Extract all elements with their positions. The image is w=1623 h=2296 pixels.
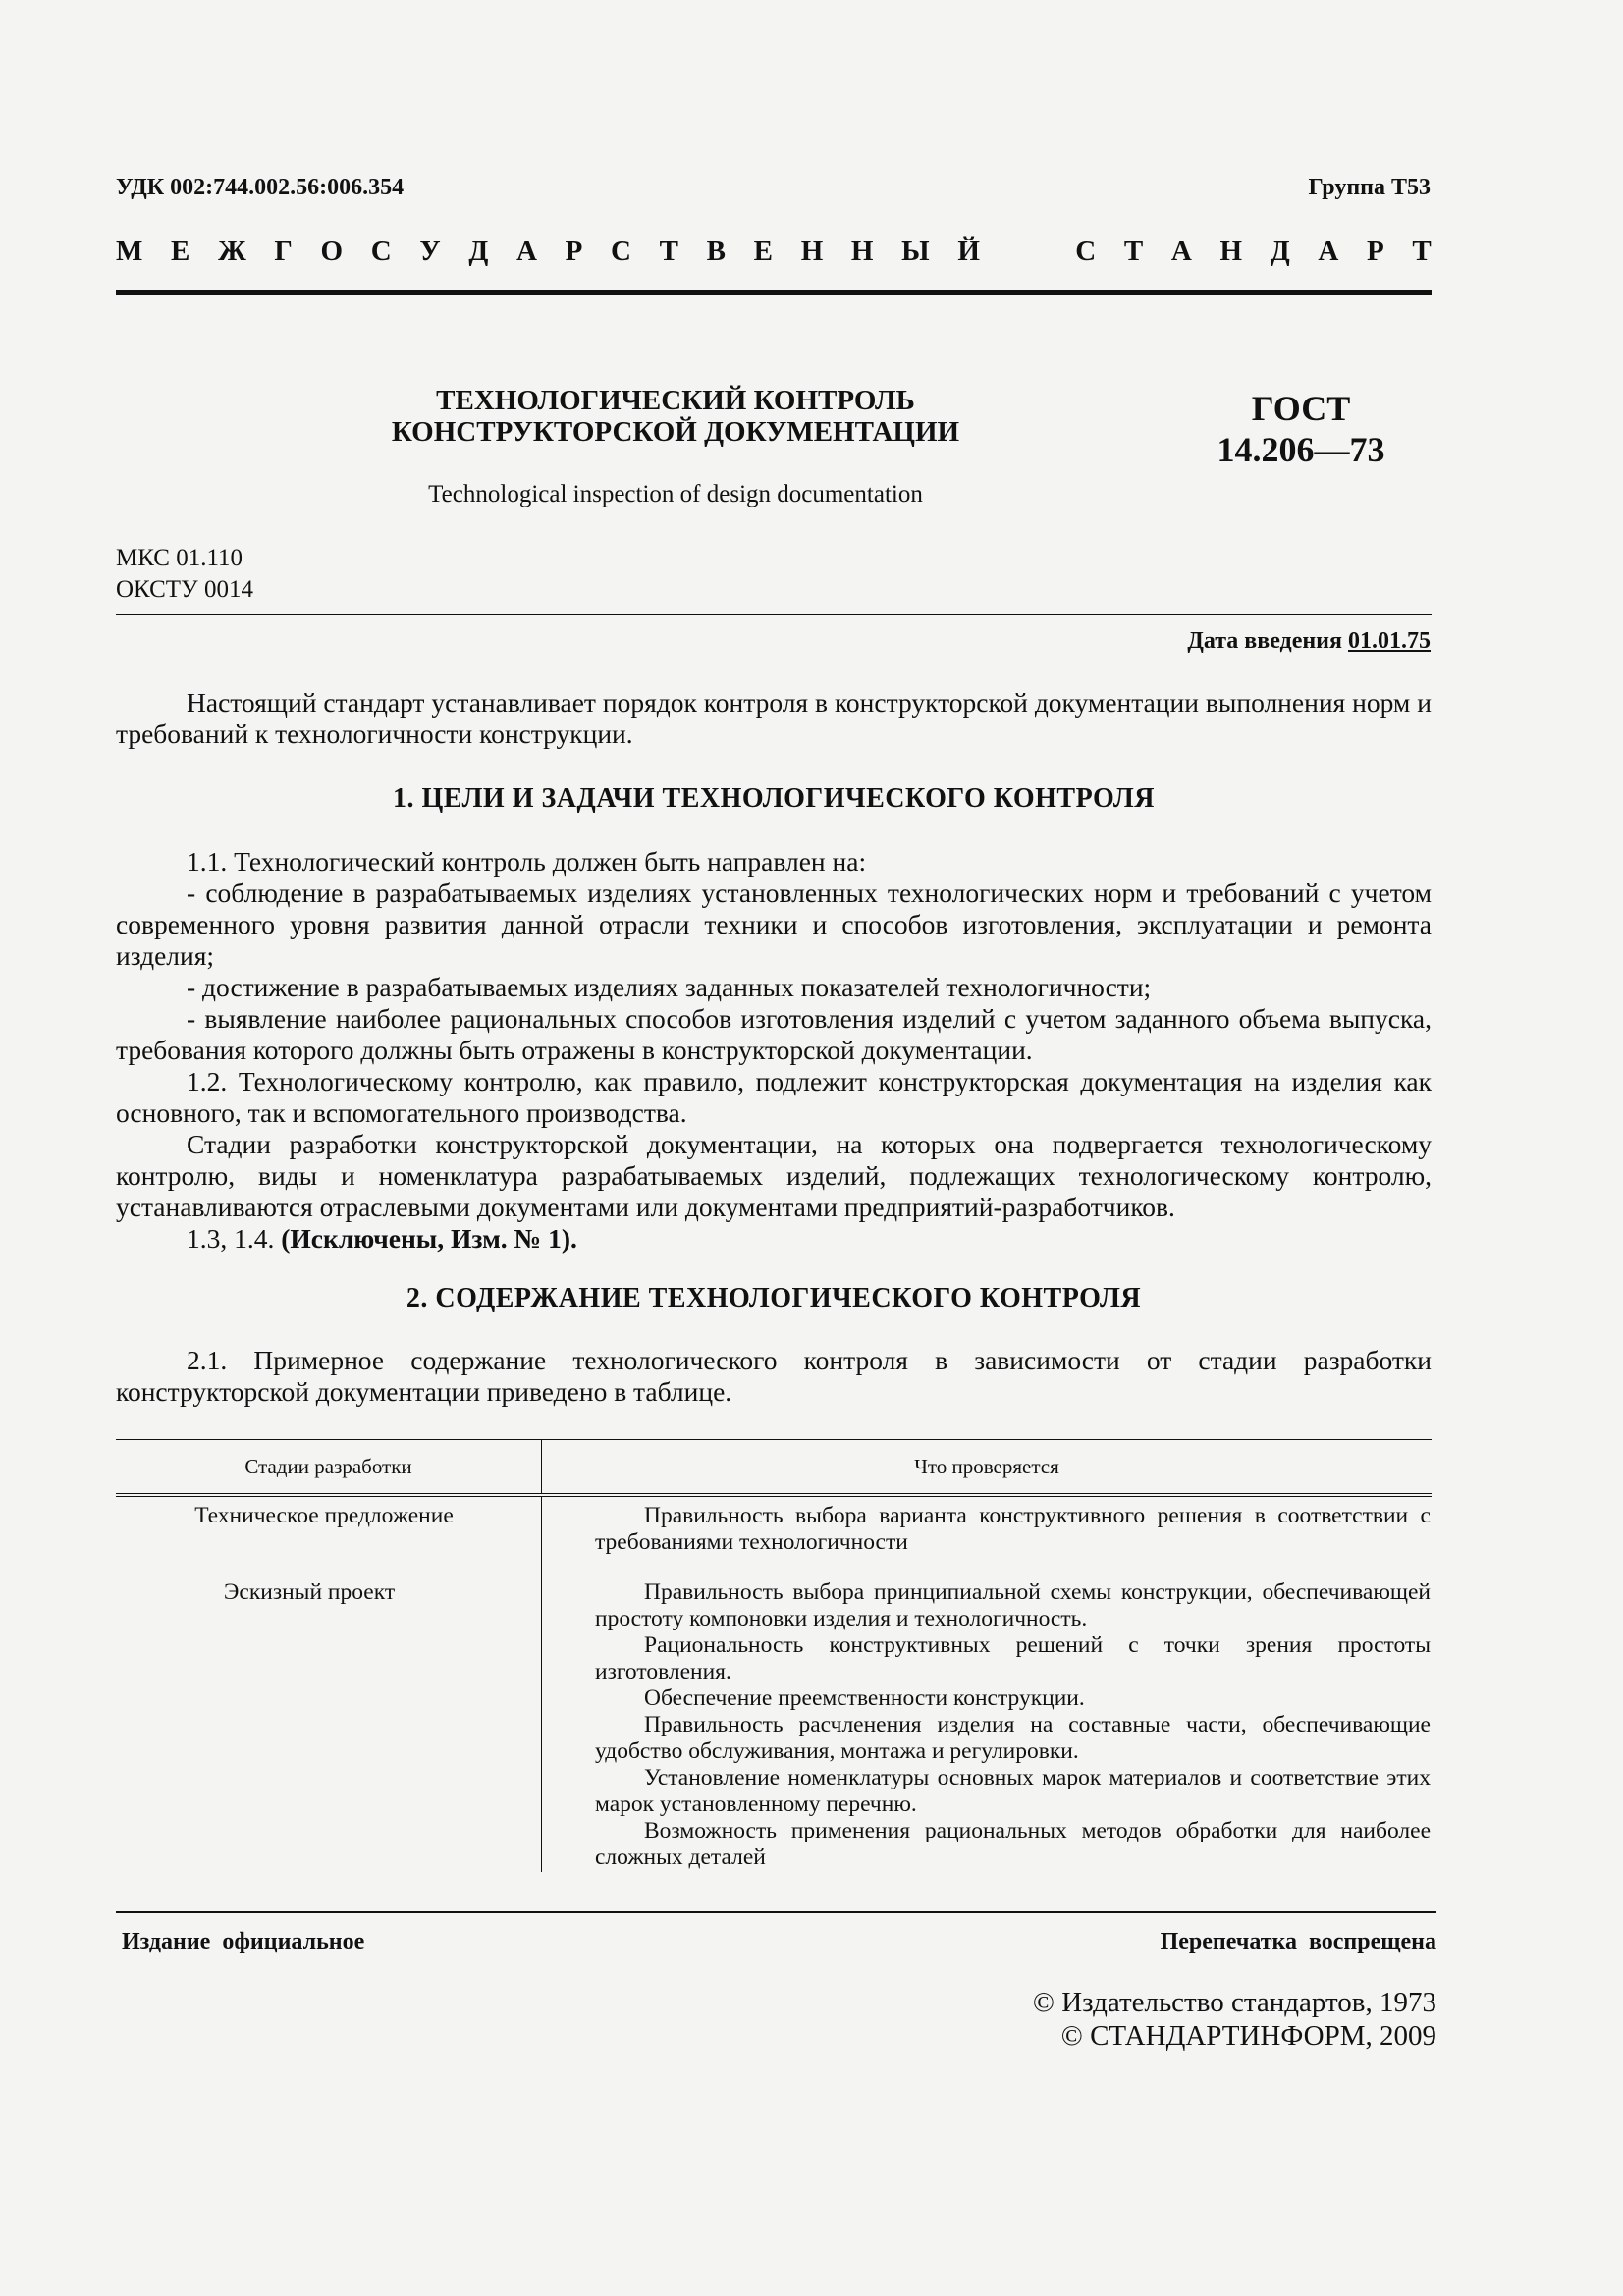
stage-cell: Эскизный проект — [116, 1574, 542, 1872]
banner-letter: Н — [800, 236, 824, 267]
banner-letter: Н — [1219, 236, 1243, 267]
header-thick-rule — [116, 290, 1432, 295]
intro-paragraph — [116, 687, 1432, 750]
section-1-body — [116, 846, 1432, 1255]
banner-letter: Й — [957, 236, 980, 267]
codes-rule — [116, 614, 1432, 615]
banner-letter: А — [516, 236, 537, 267]
standard-banner — [116, 236, 1432, 268]
banner-letter: О — [320, 236, 344, 267]
checked-item: Установление номенклатуры основных марок материалов и соответствие этих марок установленному перечню. — [595, 1765, 1431, 1817]
stage-cell: Техническое предложение — [116, 1495, 542, 1574]
clause-1-2-stages: Стадии разработки конструкторской документации, на которых она подвергается технологическому контролю, виды и номенклатура разрабатываемых изделий, подлежащих технологическому контролю, устанавливаются отраслевыми документами или документами предприятий-разработчиков. — [116, 1129, 1432, 1222]
mks-code: МКС 01.110 — [116, 545, 243, 571]
checked-item: Правильность выбора варианта конструктивного решения в соответствии с требованиями технологичности — [595, 1503, 1431, 1555]
group-code: Группа Т53 — [1308, 175, 1431, 200]
banner-letter: С — [1075, 236, 1097, 267]
section-1-heading: 1. ЦЕЛИ И ЗАДАЧИ ТЕХНОЛОГИЧЕСКОГО КОНТРОЛЯ — [392, 783, 1155, 814]
control-content-table — [116, 1439, 1432, 1872]
gost-label: ГОСТ — [1251, 389, 1351, 428]
gost-code: 14.206—73 — [1217, 430, 1385, 469]
checked-item: Возможность применения рациональных методов обработки для наиболее сложных деталей — [595, 1818, 1431, 1870]
section-2-body — [116, 1345, 1432, 1408]
date-value: 01.01.75 — [1348, 628, 1431, 654]
banner-letter: Р — [565, 236, 583, 267]
banner-letter: С — [370, 236, 392, 267]
banner-letter: М — [116, 236, 143, 267]
gost-number — [1178, 388, 1424, 470]
banner-letter: Ы — [901, 236, 930, 267]
column-header-stage: Стадии разработки — [116, 1440, 542, 1496]
column-header-checked: Что проверяется — [542, 1440, 1433, 1496]
table-header-row — [116, 1440, 1432, 1496]
checked-cell — [542, 1495, 1433, 1574]
date-label: Дата введения — [1187, 628, 1348, 654]
banner-letter: Г — [274, 236, 293, 267]
banner-letter: Ж — [218, 236, 246, 267]
banner-gap — [1008, 236, 1048, 268]
banner-letter: Д — [468, 236, 489, 267]
copyright-2009: © СТАНДАРТИНФОРМ, 2009 — [1060, 2020, 1436, 2052]
table-row — [116, 1574, 1432, 1872]
official-edition-label: Издание официальное — [122, 1929, 365, 1954]
clause-1-1-item-1: - соблюдение в разрабатываемых изделиях установленных технологических норм и требований с учетом современного уровня развития данной отрасли техники и способов изготовления, эксплуатации и ремонта изделия; — [116, 878, 1432, 971]
introduction-date — [1187, 628, 1431, 655]
checked-item: Обеспечение преемственности конструкции. — [644, 1685, 1085, 1711]
table-row — [116, 1495, 1432, 1574]
banner-letter: Т — [1123, 236, 1144, 267]
checked-item: Рациональность конструктивных решений с точки зрения простоты изготовления. — [595, 1632, 1431, 1684]
checked-item: Правильность расчленения изделия на составные части, обеспечивающие удобство обслуживания, монтажа и регулировки. — [595, 1712, 1431, 1764]
banner-letter: В — [706, 236, 726, 267]
clause-1-1-item-2: - достижение в разрабатываемых изделиях заданных показателей технологичности; — [187, 972, 1152, 1002]
footer-rule — [116, 1911, 1436, 1913]
banner-letter: Д — [1270, 236, 1290, 267]
udk-code: УДК 002:744.002.56:006.354 — [116, 175, 405, 200]
banner-letter: Т — [1412, 236, 1432, 267]
clause-2-1: 2.1. Примерное содержание технологического контроля в зависимости от стадии разработки конструкторской документации приведено в таблице. — [116, 1345, 1432, 1407]
okstu-code: ОКСТУ 0014 — [116, 576, 254, 603]
title-line-1: ТЕХНОЛОГИЧЕСКИЙ КОНТРОЛЬ — [436, 385, 915, 416]
clause-1-1: 1.1. Технологический контроль должен быть направлен на: — [187, 846, 867, 877]
banner-letter: А — [1170, 236, 1192, 267]
banner-letter: Н — [850, 236, 874, 267]
banner-letter: Е — [753, 236, 774, 267]
clause-1-2: 1.2. Технологическому контролю, как правило, подлежит конструкторская документация на изделия как основного, так и вспомогательного производства. — [116, 1066, 1432, 1128]
title-line-2: КОНСТРУКТОРСКОЙ ДОКУМЕНТАЦИИ — [391, 416, 960, 448]
banner-letter: У — [419, 236, 441, 267]
banner-letter: С — [611, 236, 631, 267]
copyright-1973: © Издательство стандартов, 1973 — [1032, 1987, 1436, 2018]
banner-letter: Т — [659, 236, 678, 267]
document-title — [116, 385, 1235, 448]
checked-cell — [542, 1574, 1433, 1872]
clause-1-3-excluded: (Исключены, Изм. № 1). — [281, 1223, 577, 1254]
banner-letter: Р — [1366, 236, 1384, 267]
clause-1-3-prefix: 1.3, 1.4. — [187, 1223, 282, 1254]
clause-1-3-1-4 — [116, 1223, 1432, 1255]
section-2-heading: 2. СОДЕРЖАНИЕ ТЕХНОЛОГИЧЕСКОГО КОНТРОЛЯ — [406, 1283, 1142, 1313]
copyright-block — [1033, 1986, 1436, 2053]
banner-letter: А — [1318, 236, 1339, 267]
clause-1-1-item-3: - выявление наиболее рациональных способов изготовления изделий с учетом заданного объема выпуска, требования которого должны быть отражены в конструкторской документации. — [116, 1003, 1432, 1065]
english-title: Technological inspection of design documentation — [428, 481, 923, 507]
banner-letter: Е — [171, 236, 190, 267]
reprint-prohibited-label: Перепечатка воспрещена — [1160, 1929, 1436, 1954]
classification-codes — [116, 543, 253, 606]
intro-text: Настоящий стандарт устанавливает порядок контроля в конструкторской документации выполнения норм и требований к технологичности конструкции. — [116, 687, 1432, 749]
checked-item: Правильность выбора принципиальной схемы конструкции, обеспечивающей простоту компоновки изделия и технологичность. — [595, 1579, 1431, 1631]
